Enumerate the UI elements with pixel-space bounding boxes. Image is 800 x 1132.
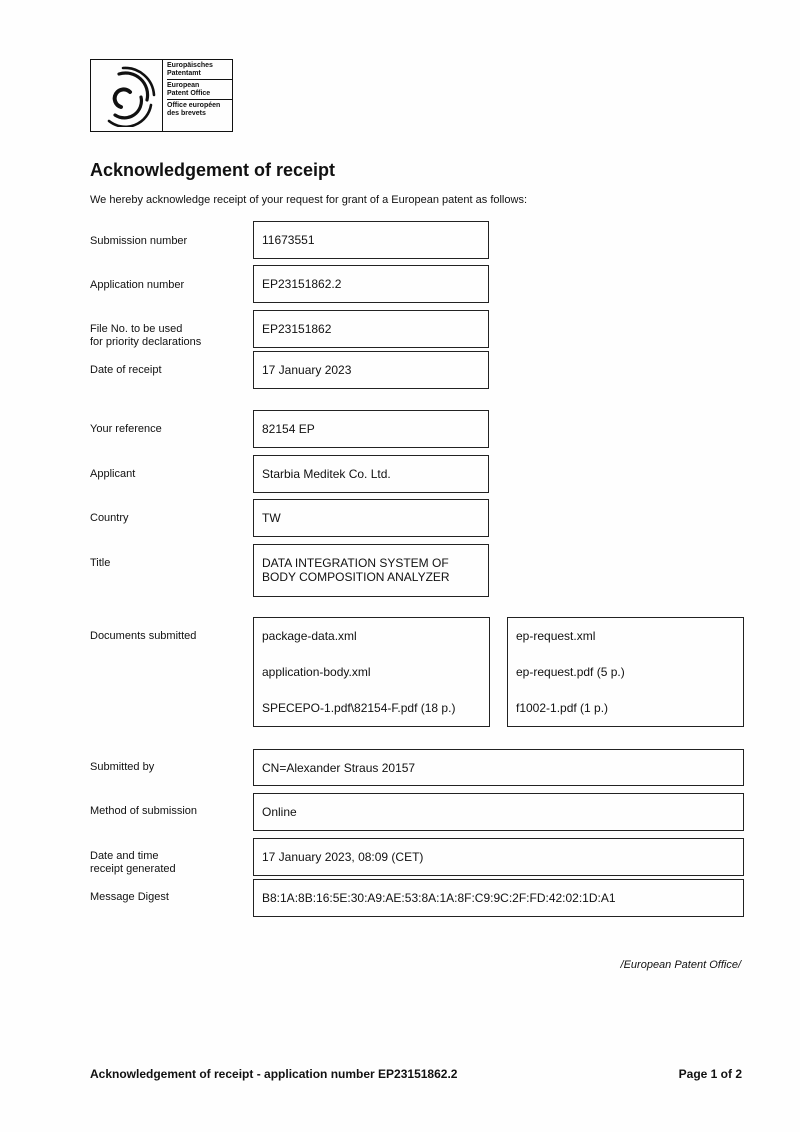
date-generated-text: 17 January 2023, 08:09 (CET) [262, 850, 424, 864]
signature: /European Patent Office/ [620, 959, 741, 971]
document-item: SPECEPO-1.pdf\82154-F.pdf (18 p.) [262, 701, 456, 715]
country-value [253, 499, 489, 537]
your-reference-label: Your reference [90, 423, 162, 435]
logo-text-en [167, 82, 232, 100]
footer-title: Acknowledgement of receipt - application number EP23151862.2 [90, 1067, 458, 1081]
logo-line: Patentamt [167, 70, 201, 77]
date-generated-label-line: Date and time [90, 850, 159, 862]
country-text: TW [262, 511, 281, 525]
logo-text-de [167, 62, 232, 80]
document-item: ep-request.xml [516, 629, 596, 643]
document-item: package-data.xml [262, 629, 357, 643]
logo-line: des brevets [167, 110, 206, 117]
message-digest-text: B8:1A:8B:16:5E:30:A9:AE:53:8A:1A:8F:C9:9C:2F:FD:42:02:1D:A1 [262, 891, 616, 905]
file-no-text: EP23151862 [262, 322, 332, 336]
title-label: Title [90, 557, 111, 569]
your-reference-text: 82154 EP [262, 422, 315, 436]
epo-logo-mark-icon [91, 60, 163, 131]
application-number-label: Application number [90, 279, 185, 291]
file-no-label-line: File No. to be used [90, 323, 183, 335]
message-digest-label: Message Digest [90, 891, 169, 903]
submission-number-text: 11673551 [262, 233, 315, 247]
document-title: Acknowledgement of receipt [90, 160, 336, 180]
logo-line: Office européen [167, 102, 221, 109]
file-no-label [90, 323, 201, 349]
country-label: Country [90, 512, 129, 524]
applicant-label: Applicant [90, 468, 136, 480]
method-of-submission-value [253, 793, 744, 831]
logo-line: Europäisches [167, 62, 213, 69]
documents-list-left [253, 617, 490, 727]
epo-logo [90, 59, 233, 132]
submission-number-label: Submission number [90, 235, 188, 247]
date-generated-label [90, 850, 176, 876]
submission-number-value [253, 221, 489, 259]
title-value-line: DATA INTEGRATION SYSTEM OF [262, 556, 449, 570]
date-of-receipt-label: Date of receipt [90, 364, 162, 376]
submitted-by-label: Submitted by [90, 761, 155, 773]
document-item: ep-request.pdf (5 p.) [516, 665, 625, 679]
logo-line: Patent Office [167, 90, 211, 97]
documents-list-right [507, 617, 744, 727]
file-no-value [253, 310, 489, 348]
title-value [253, 544, 489, 597]
method-of-submission-label: Method of submission [90, 805, 197, 817]
submitted-by-value [253, 749, 744, 786]
application-number-value [253, 265, 489, 303]
submitted-by-text: CN=Alexander Straus 20157 [262, 760, 416, 775]
intro-text: We hereby acknowledge receipt of your request for grant of a European patent as follows: [90, 194, 527, 206]
application-number-text: EP23151862.2 [262, 277, 342, 291]
epo-logo-text [163, 60, 232, 131]
title-value-line: BODY COMPOSITION ANALYZER [262, 570, 450, 584]
document-item: application-body.xml [262, 665, 371, 679]
applicant-value [253, 455, 489, 493]
logo-line: European [167, 82, 200, 89]
document-item: f1002-1.pdf (1 p.) [516, 701, 609, 715]
method-of-submission-text: Online [262, 805, 297, 819]
page-number: Page 1 of 2 [678, 1067, 742, 1081]
documents-submitted-label: Documents submitted [90, 630, 197, 642]
date-generated-value [253, 838, 744, 876]
file-no-label-line: for priority declarations [90, 336, 202, 348]
date-of-receipt-value [253, 351, 489, 389]
date-of-receipt-text: 17 January 2023 [262, 363, 352, 377]
date-generated-label-line: receipt generated [90, 863, 176, 875]
your-reference-value [253, 410, 489, 448]
message-digest-value [253, 879, 744, 917]
logo-text-fr [167, 102, 232, 119]
applicant-text: Starbia Meditek Co. Ltd. [262, 467, 391, 481]
